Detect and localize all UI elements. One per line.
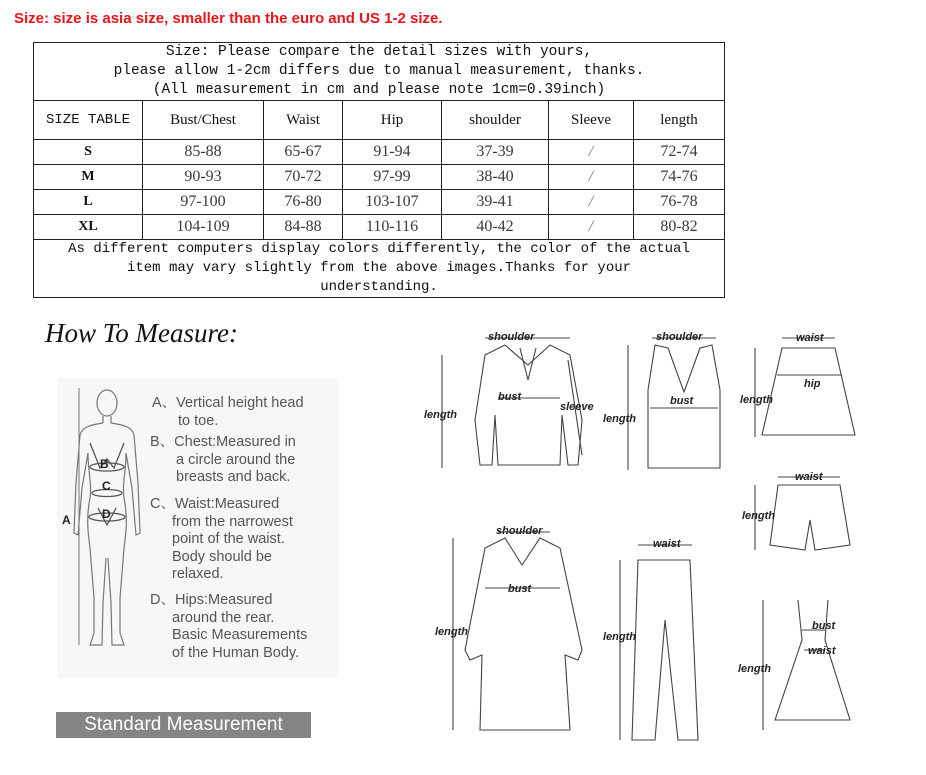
shorts-icon: [770, 485, 850, 550]
measure-item-b: [150, 434, 296, 487]
item-line: point of the waist.: [172, 531, 285, 547]
shoulder-cell: 37-39: [442, 140, 549, 165]
length-cell: 74-76: [634, 165, 725, 190]
footer-line: understanding.: [320, 279, 438, 295]
trousers-icon: [632, 560, 698, 740]
bust-cell: 104-109: [143, 215, 264, 240]
dress-icon: [775, 600, 850, 720]
waist-cell: 76-80: [264, 190, 343, 215]
size-table-note: [34, 43, 725, 101]
item-line: B、Chest:Measured in: [150, 434, 296, 450]
shirt-bust-label: bust: [498, 391, 522, 403]
item-line: to toe.: [178, 412, 219, 429]
bust-cell: 97-100: [143, 190, 264, 215]
body-figure-icon: [60, 383, 150, 668]
size-notice: Size: size is asia size, smaller than the euro and US 1-2 size.: [14, 10, 443, 27]
item-line: around the rear.: [172, 609, 275, 626]
dress-length-label: length: [738, 663, 771, 675]
size-cell: L: [34, 190, 143, 215]
shirt-length-label: length: [424, 409, 457, 421]
item-line: D、Hips:Measured: [150, 592, 273, 608]
color-disclaimer: [34, 240, 725, 298]
hip-cell: 91-94: [343, 140, 442, 165]
length-cell: 72-74: [634, 140, 725, 165]
coat-shoulder-label: shoulder: [496, 525, 543, 537]
size-cell: S: [34, 140, 143, 165]
header-size-table: SIZE TABLE: [34, 101, 143, 140]
item-line: A、Vertical height head: [152, 395, 304, 411]
item-line: from the narrowest: [172, 513, 293, 530]
label-d: D: [102, 507, 111, 521]
measure-item-d: [150, 592, 307, 662]
size-cell: XL: [34, 215, 143, 240]
note-line: please allow 1-2cm differs due to manual measurement, thanks.: [113, 63, 645, 79]
item-line: Body should be: [172, 548, 272, 565]
item-line: relaxed.: [172, 566, 224, 582]
table-row: [34, 140, 725, 165]
measure-item-c: [150, 496, 293, 584]
header-hip: Hip: [343, 101, 442, 140]
standard-measurement-bar: Standard Measurement: [56, 712, 311, 738]
item-line: breasts and back.: [176, 469, 291, 485]
length-cell: 76-78: [634, 190, 725, 215]
header-shoulder: shoulder: [442, 101, 549, 140]
header-bust: Bust/Chest: [143, 101, 264, 140]
item-line: Basic Measurements: [172, 627, 308, 643]
skirt-hip-label: hip: [804, 378, 821, 390]
item-line: of the Human Body.: [172, 644, 300, 661]
item-line: C、Waist:Measured: [150, 496, 280, 512]
dress-waist-label: waist: [808, 645, 836, 657]
tank-bust-label: bust: [670, 395, 694, 407]
item-line: a circle around the: [176, 451, 296, 468]
waist-cell: 84-88: [264, 215, 343, 240]
sleeve-cell: /: [549, 140, 634, 165]
label-a: A: [62, 513, 71, 527]
size-cell: M: [34, 165, 143, 190]
bust-cell: 90-93: [143, 165, 264, 190]
header-length: length: [634, 101, 725, 140]
sleeve-cell: /: [549, 190, 634, 215]
note-line: Size: Please compare the detail sizes with yours,: [165, 44, 593, 60]
table-header-row: [34, 101, 725, 140]
tank-length-label: length: [603, 413, 636, 425]
length-cell: 80-82: [634, 215, 725, 240]
shoulder-cell: 40-42: [442, 215, 549, 240]
table-row: [34, 190, 725, 215]
skirt-waist-label: waist: [796, 332, 824, 344]
sleeve-cell: /: [549, 215, 634, 240]
hip-cell: 103-107: [343, 190, 442, 215]
header-sleeve: Sleeve: [549, 101, 634, 140]
shirt-sleeve-label: sleeve: [560, 401, 594, 413]
waist-cell: 65-67: [264, 140, 343, 165]
skirt-icon: [762, 348, 855, 435]
garment-diagrams: [410, 320, 910, 760]
coat-length-label: length: [435, 626, 468, 638]
hip-cell: 110-116: [343, 215, 442, 240]
table-row: [34, 165, 725, 190]
tank-shoulder-label: shoulder: [656, 331, 703, 343]
coat-icon: [465, 538, 582, 730]
trousers-waist-label: waist: [653, 538, 681, 550]
measure-item-a: [152, 395, 304, 430]
shorts-waist-label: waist: [795, 471, 823, 483]
sleeve-cell: /: [549, 165, 634, 190]
size-table: [33, 42, 725, 298]
bust-cell: 85-88: [143, 140, 264, 165]
shorts-length-label: length: [742, 510, 775, 522]
how-to-measure-title: How To Measure:: [45, 318, 239, 348]
hip-cell: 97-99: [343, 165, 442, 190]
table-row: [34, 215, 725, 240]
label-b: B: [100, 457, 109, 471]
footer-line: As different computers display colors differently, the color of the actual: [68, 241, 690, 257]
dress-bust-label: bust: [812, 620, 836, 632]
trousers-length-label: length: [603, 631, 636, 643]
note-line: (All measurement in cm and please note 1cm=0.39inch): [152, 82, 606, 98]
label-c: C: [102, 479, 111, 493]
skirt-length-label: length: [740, 394, 773, 406]
waist-cell: 70-72: [264, 165, 343, 190]
footer-line: item may vary slightly from the above images.Thanks for your: [126, 260, 632, 276]
shoulder-cell: 39-41: [442, 190, 549, 215]
coat-bust-label: bust: [508, 583, 532, 595]
shirt-shoulder-label: shoulder: [488, 331, 535, 343]
header-waist: Waist: [264, 101, 343, 140]
shoulder-cell: 38-40: [442, 165, 549, 190]
